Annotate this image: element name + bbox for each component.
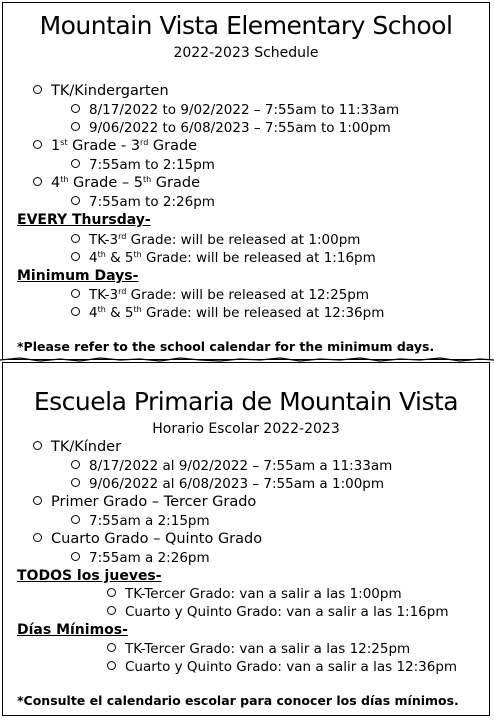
minimum-item-1: TK-3rd Grade: will be released at 12:25pm (71, 287, 369, 303)
minimos-item-1: TK-Tercer Grado: van a salir a las 12:25pm (107, 641, 410, 657)
primer-tercer-horario: 7:55am a 2:15pm (71, 513, 210, 529)
minimos-item-2: Cuarto y Quinto Grado: van a salir a las 12:36pm (107, 659, 457, 675)
grade-4-5-item: 4th Grade – 5th Grade (33, 175, 200, 191)
bullet-icon (71, 552, 80, 561)
bullet-icon (33, 441, 42, 450)
grado-tk-item: TK/Kínder (33, 439, 121, 455)
minimum-days-heading: Minimum Days- (17, 268, 139, 284)
minimum-item-2: 4th & 5th Grade: will be released at 12:36pm (71, 305, 384, 321)
primer-tercer-item: Primer Grado – Tercer Grado (33, 494, 256, 510)
bullet-icon (71, 460, 80, 469)
bullet-icon (71, 159, 80, 168)
bullet-icon (107, 606, 116, 615)
english-footnote: *Please refer to the school calendar for the minimum days. (17, 339, 435, 354)
grade-tk-item (33, 83, 169, 99)
bullet-icon (33, 533, 42, 542)
thursday-item-2: 4th & 5th Grade: will be released at 1:16pm (71, 250, 376, 266)
bullet-icon (33, 496, 42, 505)
english-subtitle: 2022-2023 Schedule (173, 45, 319, 61)
spanish-schedule-panel (2, 362, 490, 716)
tk-horario-2: 9/06/2022 al 6/08/2023 – 7:55am a 1:00pm (71, 476, 384, 492)
tk-time-1: 8/17/2022 to 9/02/2022 – 7:55am to 11:33am (71, 102, 399, 118)
thursday-heading: EVERY Thursday- (17, 212, 151, 228)
tk-time-2: 9/06/2022 to 6/08/2023 – 7:55am to 1:00pm (71, 120, 391, 136)
bullet-icon (107, 661, 116, 670)
bullet-icon (71, 196, 80, 205)
dias-minimos-heading: Días Mínimos- (17, 622, 128, 638)
thursday-item-1: TK-3rd Grade: will be released at 1:00pm (71, 232, 360, 248)
jueves-heading: TODOS los jueves- (17, 568, 162, 584)
cuarto-quinto-horario: 7:55am a 2:26pm (71, 550, 210, 566)
spanish-footnote: *Consulte el calendario escolar para conocer los días mínimos. (17, 693, 459, 708)
spanish-title: Escuela Primaria de Mountain Vista (33, 387, 459, 416)
bullet-icon (71, 234, 80, 243)
bullet-icon (33, 177, 42, 186)
bullet-icon (71, 252, 80, 261)
grade-tk-label: TK/Kindergarten (51, 83, 169, 99)
english-title: Mountain Vista Elementary School (39, 11, 453, 40)
bullet-icon (33, 140, 42, 149)
bullet-icon (71, 289, 80, 298)
spanish-subtitle: Horario Escolar 2022-2023 (152, 421, 340, 437)
jueves-item-1: TK-Tercer Grado: van a salir a las 1:00pm (107, 586, 402, 602)
bullet-icon (71, 122, 80, 131)
bullet-icon (71, 478, 80, 487)
tk-horario-1: 8/17/2022 al 9/02/2022 – 7:55am a 11:33am (71, 458, 392, 474)
grade-1-3-time: 7:55am to 2:15pm (71, 157, 215, 173)
grade-1-3-item: 1st Grade - 3rd Grade (33, 138, 197, 154)
english-schedule-panel (2, 2, 490, 360)
bullet-icon (71, 104, 80, 113)
bullet-icon (107, 643, 116, 652)
grade-4-5-time: 7:55am to 2:26pm (71, 194, 215, 210)
bullet-icon (71, 307, 80, 316)
jueves-item-2: Cuarto y Quinto Grado: van a salir a las 1:16pm (107, 604, 449, 620)
bullet-icon (107, 588, 116, 597)
bullet-icon (71, 515, 80, 524)
bullet-icon (33, 85, 42, 94)
cuarto-quinto-item: Cuarto Grado – Quinto Grado (33, 531, 262, 547)
